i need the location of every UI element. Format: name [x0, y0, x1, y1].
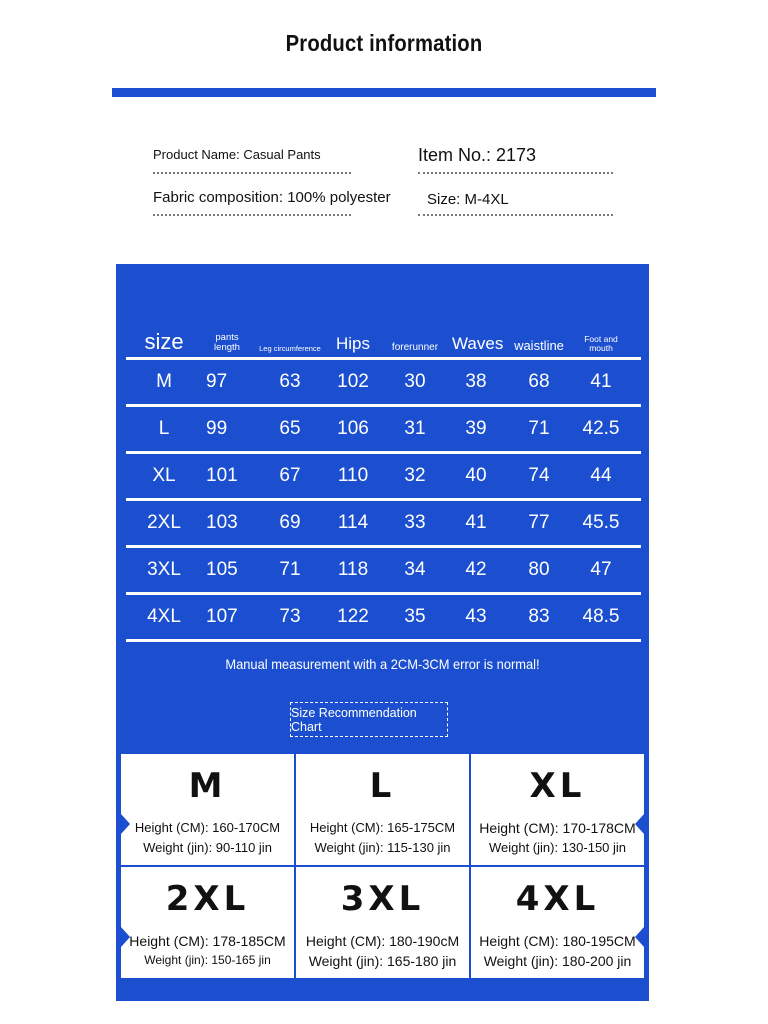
recommendation-weight: Weight (jin): 165-180 jin [308, 953, 457, 969]
cell-foot-and-mouth: 47 [590, 559, 612, 580]
cell-foot-and-mouth: 48.5 [582, 606, 620, 627]
size-range: Size: M-4XL [427, 191, 509, 208]
recommendation-size: M [188, 766, 227, 806]
cell-forerunner: 33 [404, 512, 426, 533]
recommendation-height: Height (CM): 170-178CM [479, 820, 636, 836]
cell-waves: 43 [465, 606, 487, 627]
cell-hips: 118 [337, 559, 369, 580]
header-waves: Waves [452, 334, 504, 354]
recommendation-size: 2XL [165, 879, 250, 919]
cell-waistline: 83 [528, 606, 550, 627]
cell-waves: 40 [465, 465, 487, 486]
table-row [126, 501, 641, 548]
notch-decoration [121, 814, 130, 834]
recommendation-card-2xl [121, 867, 294, 978]
recommendation-card-xl [471, 754, 644, 865]
cell-leg-circumference: 67 [279, 465, 301, 486]
cell-waistline: 71 [528, 418, 550, 439]
cell-leg-circumference: 71 [279, 559, 301, 580]
recommendation-size: 4XL [515, 879, 600, 919]
notch-decoration [635, 927, 644, 947]
cell-forerunner: 31 [404, 418, 426, 439]
recommendation-weight: Weight (jin): 180-200 jin [483, 953, 632, 969]
divider [153, 214, 351, 216]
table-row [126, 548, 641, 595]
header-size: size [144, 328, 184, 354]
recommendation-height: Height (CM): 165-175CM [309, 820, 456, 835]
header-hips: Hips [335, 334, 370, 354]
cell-foot-and-mouth: 42.5 [582, 418, 620, 439]
cell-pants-length: 105 [206, 559, 238, 580]
recommendation-height: Height (CM): 180-190cM [305, 933, 460, 949]
header-leg-circumference: Leg circumference [259, 344, 321, 354]
table-row [126, 454, 641, 501]
cell-forerunner: 34 [404, 559, 426, 580]
cell-waves: 39 [465, 418, 487, 439]
cell-foot-and-mouth: 45.5 [582, 512, 620, 533]
item-number: Item No.: 2173 [418, 145, 537, 165]
recommendation-size: XL [529, 766, 586, 806]
product-name: Product Name: Casual Pants [153, 147, 321, 162]
recommendation-height: Height (CM): 160-170CM [134, 820, 281, 835]
cell-leg-circumference: 69 [279, 512, 301, 533]
recommendation-card-l [296, 754, 469, 865]
cell-pants-length: 103 [206, 512, 238, 533]
cell-leg-circumference: 65 [279, 418, 301, 439]
header-pants-length: pants length [214, 332, 240, 354]
recommendation-size: L [369, 766, 396, 806]
table-header-row [126, 324, 641, 360]
recommendation-weight: Weight (jin): 150-165 jin [144, 953, 271, 967]
cell-size: XL [152, 465, 176, 486]
cell-size: L [158, 418, 170, 439]
header-waistline: waistline [514, 338, 564, 354]
size-recommendation-chart-label: Size Recommendation Chart [290, 702, 448, 737]
recommendation-grid [121, 754, 644, 978]
recommendation-height: Height (CM): 178-185CM [129, 933, 286, 949]
recommendation-size: 3XL [340, 879, 425, 919]
divider [418, 172, 613, 174]
cell-hips: 122 [337, 606, 369, 627]
cell-size: 4XL [147, 606, 181, 627]
table-row [126, 360, 641, 407]
recommendation-height: Height (CM): 180-195CM [479, 933, 636, 949]
cell-size: 3XL [147, 559, 181, 580]
cell-hips: 102 [337, 371, 369, 392]
cell-size: M [156, 371, 172, 392]
notch-decoration [121, 927, 130, 947]
cell-pants-length: 107 [206, 606, 238, 627]
cell-size: 2XL [147, 512, 181, 533]
fabric-composition: Fabric composition: 100% polyester [153, 189, 391, 206]
cell-hips: 110 [337, 465, 369, 486]
cell-leg-circumference: 73 [279, 606, 301, 627]
cell-forerunner: 35 [404, 606, 426, 627]
size-table [126, 324, 641, 642]
cell-pants-length: 99 [206, 418, 228, 439]
recommendation-weight: Weight (jin): 130-150 jin [488, 840, 627, 855]
recommendation-card-4xl [471, 867, 644, 978]
cell-hips: 114 [337, 512, 369, 533]
table-row [126, 595, 641, 642]
cell-pants-length: 101 [206, 465, 238, 486]
header-forerunner: forerunner [391, 341, 439, 353]
cell-pants-length: 97 [206, 371, 228, 392]
cell-forerunner: 30 [404, 371, 426, 392]
measurement-note: Manual measurement with a 2CM-3CM error is normal! [225, 656, 540, 672]
recommendation-card-m [121, 754, 294, 865]
cell-hips: 106 [337, 418, 369, 439]
size-panel [116, 264, 649, 1001]
cell-foot-and-mouth: 41 [590, 371, 612, 392]
cell-waistline: 77 [528, 512, 550, 533]
cell-foot-and-mouth: 44 [590, 465, 612, 486]
header-foot-and-mouth: Foot and mouth [584, 334, 618, 354]
cell-waves: 38 [465, 371, 487, 392]
cell-waistline: 74 [528, 465, 550, 486]
recommendation-weight: Weight (jin): 90-110 jin [143, 840, 272, 855]
notch-decoration [635, 814, 644, 834]
cell-waistline: 68 [528, 371, 550, 392]
recommendation-card-3xl [296, 867, 469, 978]
cell-leg-circumference: 63 [279, 371, 301, 392]
divider [418, 214, 613, 216]
page-title: Product information [285, 30, 483, 56]
cell-waistline: 80 [528, 559, 550, 580]
cell-waves: 42 [465, 559, 487, 580]
divider [153, 172, 351, 174]
table-row [126, 407, 641, 454]
recommendation-weight: Weight (jin): 115-130 jin [314, 840, 451, 855]
cell-forerunner: 32 [404, 465, 426, 486]
title-underline-bar [112, 88, 656, 97]
cell-waves: 41 [465, 512, 487, 533]
